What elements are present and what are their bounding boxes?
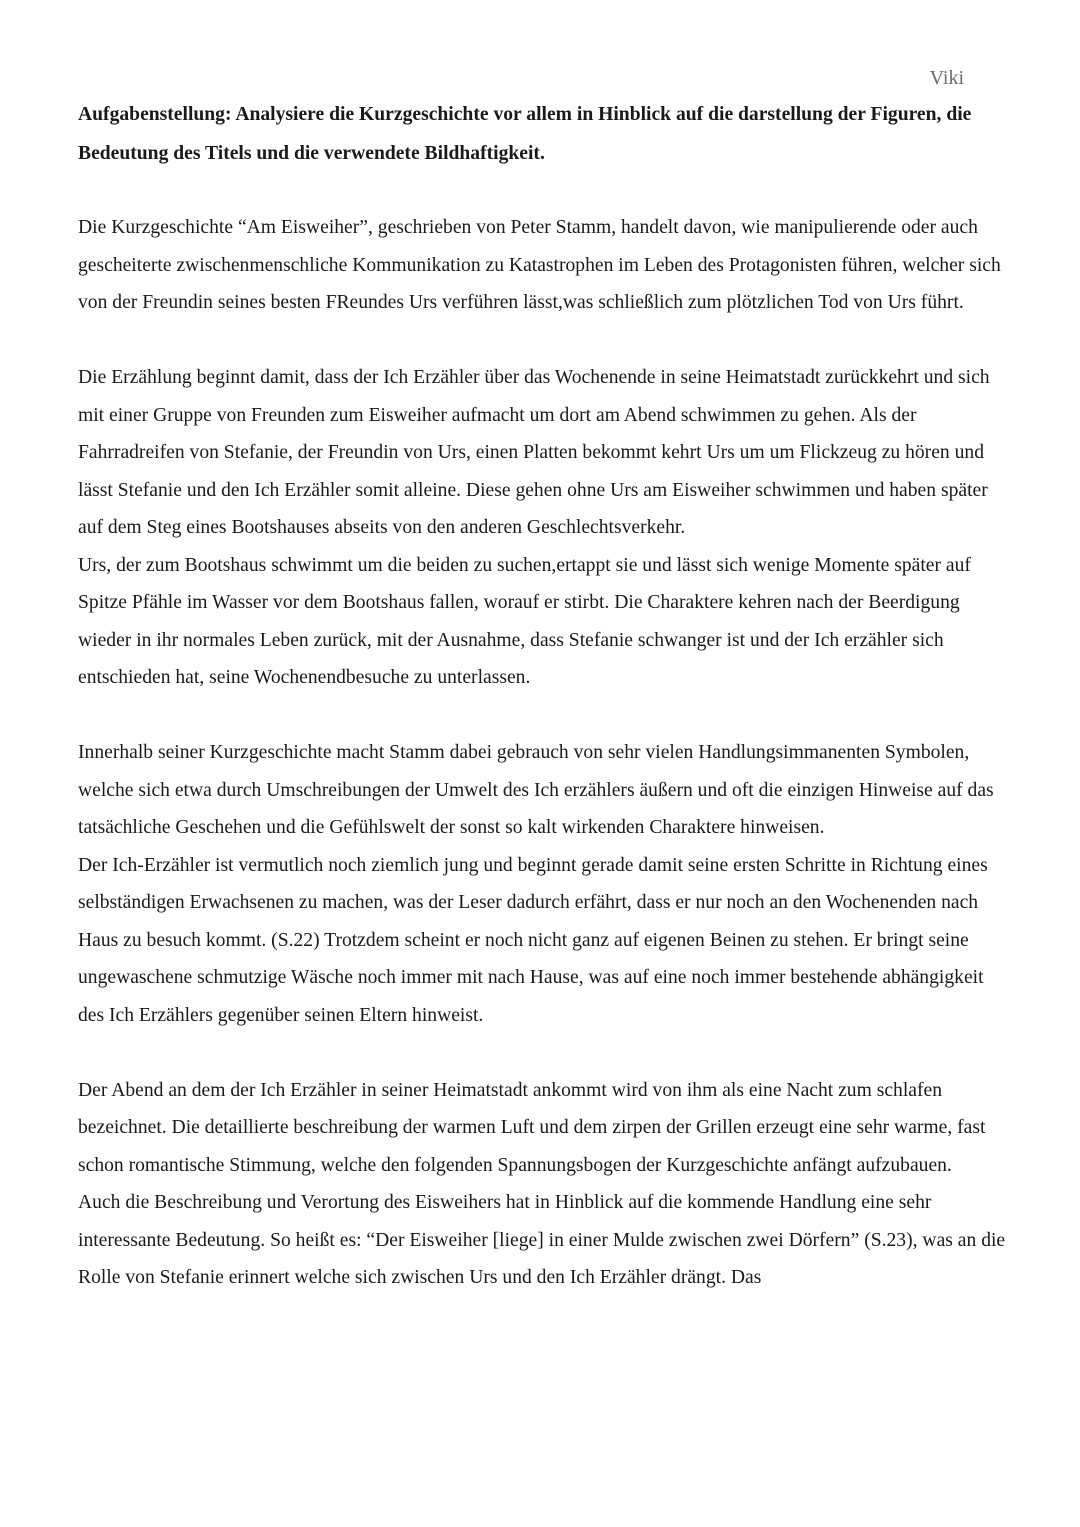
task-statement: Aufgabenstellung: Analysiere die Kurzgeschichte vor allem in Hinblick auf die darstellung der Figuren, die Bedeutung des Titels und die verwendete Bildhaftigkeit.: [78, 104, 972, 164]
paragraph-evening: Der Abend an dem der Ich Erzähler in seiner Heimatstadt ankommt wird von ihm als eine Nacht zum schlafen bezeichnet. Die detaillierte beschreibung der warmen Luft und dem zirpen der Grillen erzeugt eine sehr warme, fast schon romantische Stimmung, welche den folgenden Spannungsbogen der Kurzgeschichte anfängt aufzubauen.: [78, 1079, 986, 1176]
paragraph-gap: [78, 1034, 1008, 1072]
paragraph-intro: Die Kurzgeschichte “Am Eisweiher”, geschrieben von Peter Stamm, handelt davon, wie manipulierende oder auch gescheiterte zwischenmenschliche Kommunikation zu Katastrophen im Leben des Protagonisten führen, welcher sich von der Freundin seines besten FReundes Urs verführen lässt,was schließlich zum plötzlichen Tod von Urs führt.: [78, 217, 1001, 313]
paragraph-eisweiher: Auch die Beschreibung und Verortung des Eisweihers hat in Hinblick auf die kommende Handlung eine sehr interessante Bedeutung. So heißt es: “Der Eisweiher [liege] in einer Mulde zwischen zwei Dörfern” (S.23), was an die Rolle von Stefanie erinnert welche sich zwischen Urs und den Ich Erzähler drängt. Das: [78, 1192, 1006, 1288]
paragraph-symbols: Innerhalb seiner Kurzgeschichte macht Stamm dabei gebrauch von sehr vielen Handlungsimmanenten Symbolen, welche sich etwa durch Umschreibungen der Umwelt des Ich erzählers äußern und oft die einzigen Hinweise auf das tatsächliche Geschehen und die Gefühlswelt der sonst so kalt wirkenden Charaktere hinweisen.: [78, 742, 994, 838]
author-name: Viki: [929, 67, 964, 89]
essay-body: [78, 209, 1008, 1297]
paragraph-gap: [78, 697, 1008, 735]
paragraph-summary-continued: Urs, der zum Bootshaus schwimmt um die beiden zu suchen,ertappt sie und lässt sich wenige Momente später auf Spitze Pfähle im Wasser vor dem Bootshaus fallen, worauf er stirbt. Die Charaktere kehren nach der Beerdigung wieder in ihr normales Leben zurück, mit der Ausnahme, dass Stefanie schwanger ist und der Ich erzähler sich entschieden hat, seine Wochenendbesuche zu unterlassen.: [78, 554, 971, 688]
paragraph-gap: [78, 322, 1008, 360]
paragraph-summary: Die Erzählung beginnt damit, dass der Ich Erzähler über das Wochenende in seine Heimatstadt zurückkehrt und sich mit einer Gruppe von Freunden zum Eisweiher aufmacht um dort am Abend schwimmen zu gehen. Als der Fahrradreifen von Stefanie, der Freundin von Urs, einen Platten bekommt kehrt Urs um um Flickzeug zu hören und lässt Stefanie und den Ich Erzähler somit alleine. Diese gehen ohne Urs am Eisweiher schwimmen und haben später auf dem Steg eines Bootshauses abseits von den anderen Geschlechtsverkehr.: [78, 367, 990, 538]
paragraph-narrator: Der Ich-Erzähler ist vermutlich noch ziemlich jung und beginnt gerade damit seine ersten Schritte in Richtung eines selbständigen Erwachsenen zu machen, was der Leser dadurch erfährt, dass er nur noch an den Wochenenden nach Haus zu besuch kommt. (S.22) Trotzdem scheint er noch nicht ganz auf eigenen Beinen zu stehen. Er bringt seine ungewaschene schmutzige Wäsche noch immer mit nach Hause, was auf eine noch immer bestehende abhängigkeit des Ich Erzählers gegenüber seinen Eltern hinweist.: [78, 854, 988, 1026]
